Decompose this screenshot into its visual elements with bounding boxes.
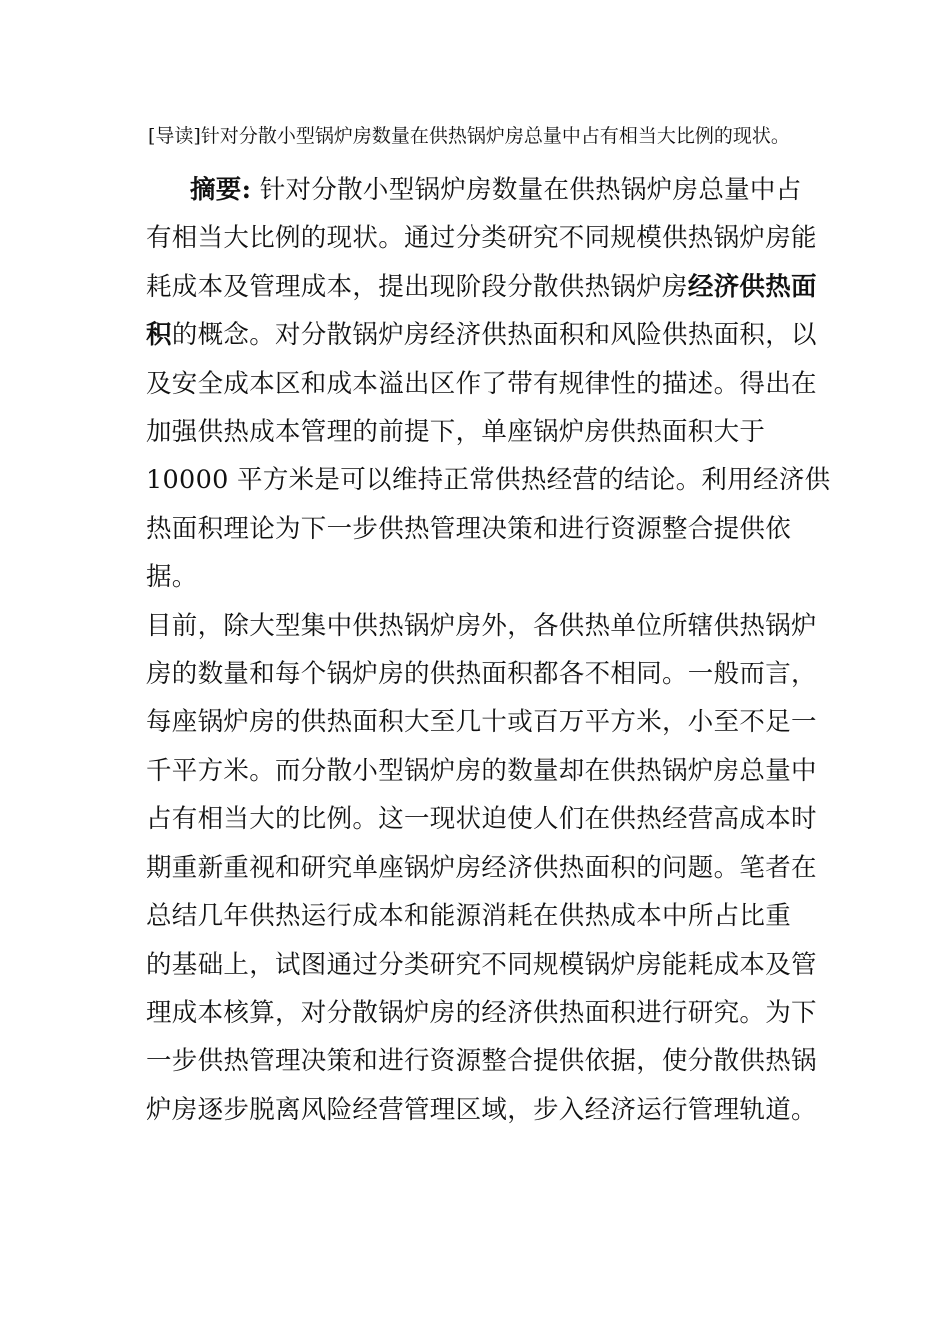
abstract-text: 耗成本及管理成本，提出现阶段分散供热锅炉房 <box>146 271 688 302</box>
abstract-colon: : <box>241 175 252 205</box>
body-line-6: 期重新重视和研究单座锅炉房经济供热面积的问题。笔者在 <box>146 852 817 883</box>
body-line-3: 每座锅炉房的供热面积大至几十或百万平方米，小至不足一 <box>146 707 817 738</box>
abstract-text: 的概念。对分散锅炉房经济供热面积和风险供热面积，以 <box>171 320 817 351</box>
body-line-10: 一步供热管理决策和进行资源整合提供依据，使分散供热锅 <box>146 1046 817 1077</box>
body-line-4: 千平方米。而分散小型锅炉房的数量却在供热锅炉房总量中 <box>146 755 817 786</box>
body-line-5: 占有相当大的比例。这一现状迫使人们在供热经营高成本时 <box>146 804 817 835</box>
abstract-line-7: 10000 平方米是可以维持正常供热经营的结论。利用经济供 <box>146 465 831 496</box>
body-line-11: 炉房逐步脱离风险经营管理区域，步入经济运行管理轨道。 <box>146 1094 817 1125</box>
abstract-line-6: 加强供热成本管理的前提下，单座锅炉房供热面积大于 <box>146 417 766 448</box>
abstract-line-9: 据。 <box>146 562 198 593</box>
body-line-2: 房的数量和每个锅炉房的供热面积都各不相同。一般而言， <box>146 659 817 690</box>
abstract-line-3 <box>146 263 817 311</box>
lead-text: [导读]针对分散小型锅炉房数量在供热锅炉房总量中占有相当大比例的现状。 <box>148 125 790 147</box>
abstract-line-8: 热面积理论为下一步供热管理决策和进行资源整合提供依 <box>146 513 792 544</box>
abstract-line-2: 有相当大比例的现状。通过分类研究不同规模供热锅炉房能 <box>146 223 817 254</box>
body-paragraph <box>146 602 817 1134</box>
abstract-line-5: 及安全成本区和成本溢出区作了带有规律性的描述。得出在 <box>146 368 817 399</box>
body-line-8: 的基础上，试图通过分类研究不同规模锅炉房能耗成本及管 <box>146 949 817 980</box>
body-line-7: 总结几年供热运行成本和能源消耗在供热成本中所占比重 <box>146 901 792 932</box>
abstract-paragraph <box>146 166 831 602</box>
abstract-text: 针对分散小型锅炉房数量在供热锅炉房总量中占 <box>259 175 802 205</box>
body-line-9: 理成本核算，对分散锅炉房的经济供热面积进行研究。为下 <box>146 997 817 1028</box>
abstract-line-1 <box>146 166 810 214</box>
body-line-1: 目前，除大型集中供热锅炉房外，各供热单位所辖供热锅炉 <box>146 610 817 641</box>
bold-term: 经济供热面 <box>687 271 817 302</box>
abstract-line-4 <box>146 311 817 359</box>
abstract-label: 摘要 <box>190 175 242 205</box>
bold-term: 积 <box>146 320 172 351</box>
